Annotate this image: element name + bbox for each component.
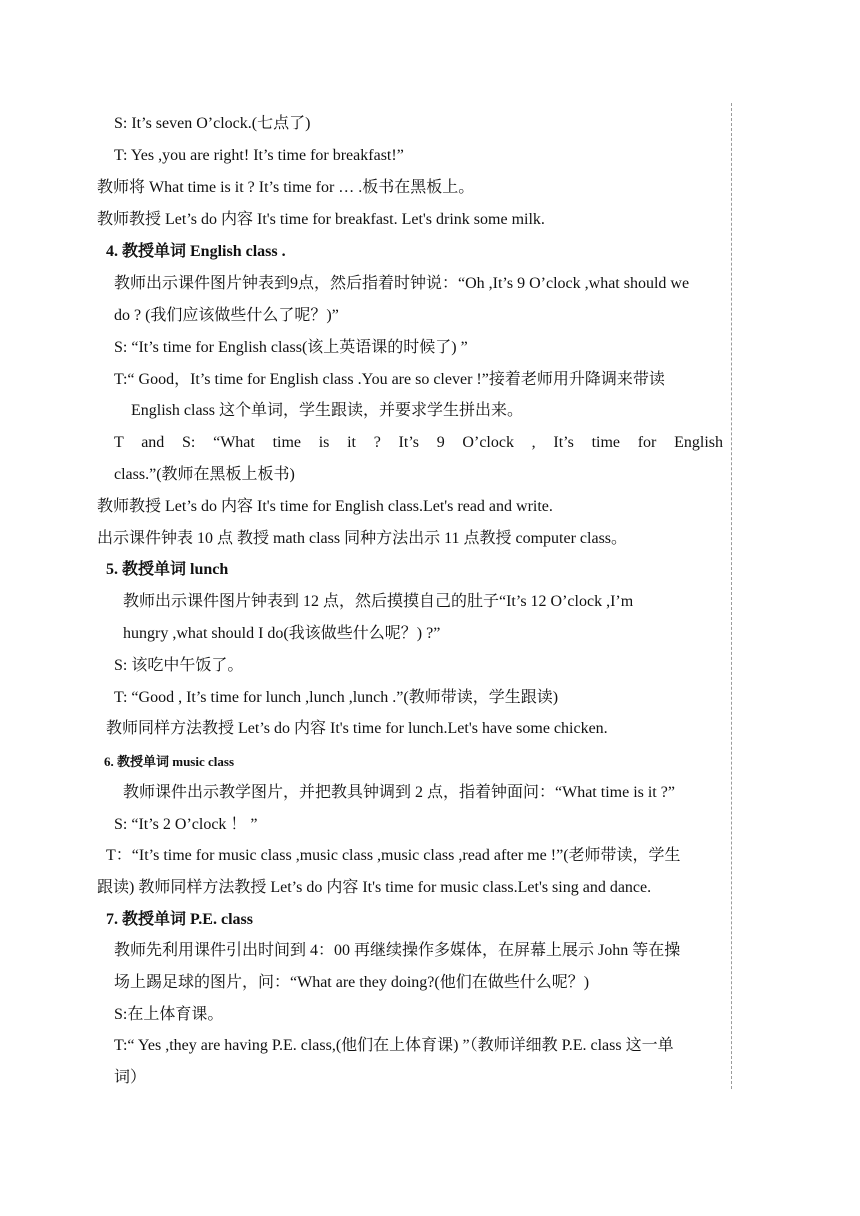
dialogue-line: T:“ Yes ,they are having P.E. class,(他们在上体育课) ”（教师详细教 P.E. class 这一单 (114, 1037, 674, 1054)
text-line: 教师出示课件图片钟表到 12 点，然后摸摸自己的肚子“It’s 12 O’clock ,I’m (123, 593, 634, 610)
dialogue-line: S: “It’s 2 O’clock ！ ” (114, 816, 258, 833)
dialogue-line: T: “Good , It’s time for lunch ,lunch ,lunch .”(教师带读，学生跟读) (114, 689, 559, 706)
dialogue-line: S:在上体育课。 (114, 1006, 224, 1023)
text-line: 教师教授 Let’s do 内容 It's time for breakfast. Let's drink some milk. (97, 211, 545, 228)
text-line: 跟读) 教师同样方法教授 Let’s do 内容 It's time for music class.Let's sing and dance. (97, 879, 652, 896)
section-heading: 7. 教授单词 P.E. class (106, 911, 253, 928)
text-line: do ? (我们应该做些什么了呢？)” (114, 307, 339, 324)
text-line: 教师同样方法教授 Let’s do 内容 It's time for lunch.Let's have some chicken. (106, 720, 608, 737)
dialogue-line: T and S: “What time is it ? It’s 9 O’clock , It’s time for English (114, 434, 723, 451)
text-line: 出示课件钟表 10 点 教授 math class 同种方法出示 11 点教授 computer class。 (97, 530, 628, 547)
dialogue-line: T: Yes ,you are right! It’s time for breakfast!” (114, 147, 404, 164)
text-line: 教师出示课件图片钟表到9点，然后指着时钟说：“Oh ,It’s 9 O’clock ,what should we (114, 275, 690, 292)
dialogue-line: S: It’s seven O’clock.(七点了) (114, 115, 311, 132)
dialogue-line: T：“It’s time for music class ,music class ,music class ,read after me !”(老师带读，学生 (106, 847, 681, 864)
text-line: 教师先利用课件引出时间到 4：00 再继续操作多媒体，在屏幕上展示 John 等在操 (114, 942, 681, 959)
text-line: 场上踢足球的图片，问：“What are they doing?(他们在做些什么呢？) (114, 974, 590, 991)
section-heading: 4. 教授单词 English class . (106, 243, 286, 260)
text-line: hungry ,what should I do(我该做些什么呢？) ?” (123, 625, 441, 642)
section-heading: 6. 教授单词 music class (104, 754, 235, 769)
dialogue-line: S: 该吃中午饭了。 (114, 657, 244, 674)
text-line: 教师教授 Let’s do 内容 It's time for English class.Let's read and write. (97, 498, 553, 515)
text-line: 词） (114, 1069, 147, 1086)
table-border-dashed (731, 103, 732, 1089)
text-line: English class 这个单词，学生跟读，并要求学生拼出来。 (131, 402, 523, 419)
section-heading: 5. 教授单词 lunch (106, 561, 229, 578)
dialogue-line: T:“ Good，It’s time for English class .You are so clever !”接着老师用升降调来带读 (114, 371, 665, 388)
text-line: 教师课件出示教学图片，并把教具钟调到 2 点，指着钟面问：“What time is it ?” (123, 784, 675, 801)
dialogue-line: S: “It’s time for English class(该上英语课的时候了) ” (114, 339, 468, 356)
text-line: class.”(教师在黑板上板书) (114, 466, 295, 483)
text-line: 教师将 What time is it ? It’s time for … .板书在黑板上。 (97, 179, 475, 196)
